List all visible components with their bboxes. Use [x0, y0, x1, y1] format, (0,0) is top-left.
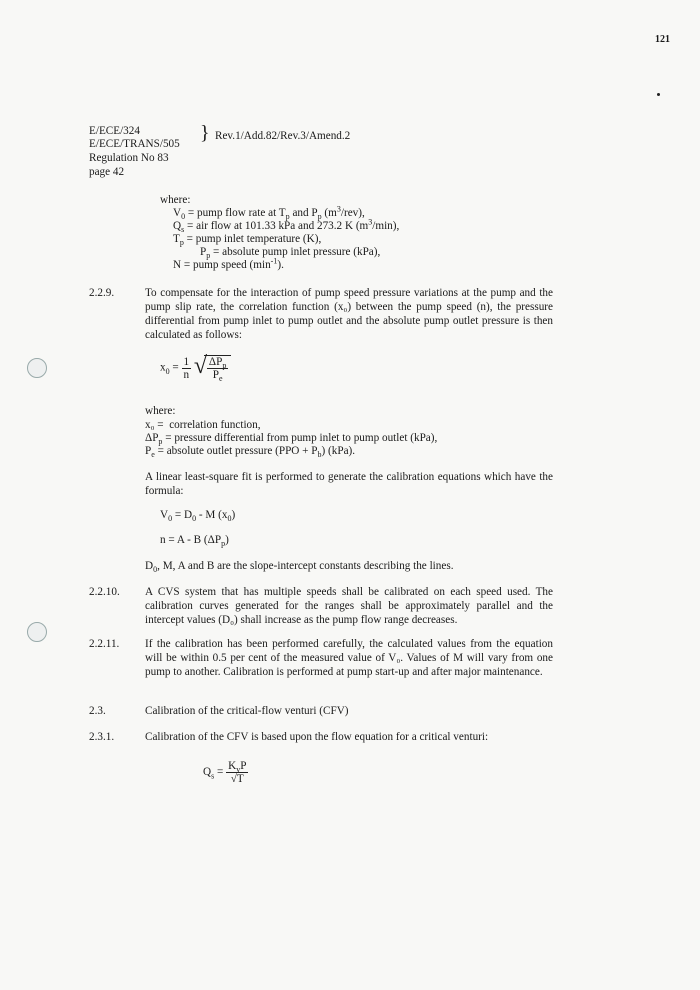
section-number-2-3: 2.3.	[89, 705, 106, 717]
def-n: N = pump speed $(\min^{-1})$.	[173, 256, 284, 271]
section-number-2-2-11: 2.2.11.	[89, 638, 120, 650]
def-delta-pp: $\Delta P_p$ = pressure differential from pump inlet to pump outlet (kPa),	[145, 432, 438, 447]
header-symbol-2: E/ECE/TRANS/505	[89, 138, 180, 150]
fit-paragraph: A linear least-square fit is performed to generate the calibration equations which have the formula:	[145, 471, 553, 497]
where-heading: where:	[160, 194, 191, 206]
def-qs: $Q_s$ = air flow at 101.33 kPa and 273.2 K $(m^3/\min)$,	[173, 217, 400, 235]
formula-cfv: $Q_s$ = $\frac{K_vP}{√T}$	[203, 760, 247, 785]
section-text-2-2-10: A CVS system that has multiple speeds shall be calibrated on each speed used. The calibration curves generated for the ranges shall be approximately parallel and the intercept values (D₀) shall increase as the pump flow range decreases.	[145, 586, 553, 626]
section-text-2-2-9: To compensate for the interaction of pump speed pressure variations at the pump and the pump slip rate, the correlation function (x₀) between the pump speed (n), the pressure differential from pump inlet to pump outlet and the absolute pump outlet pressure is then calculated as follows:	[145, 287, 553, 341]
punch-hole-bottom	[27, 622, 47, 642]
header-brace: }	[200, 122, 210, 144]
formula-correlation: $x_0$ = $\frac{1}{n}$ √ $\frac{\Delta P_p}{P_e}$	[160, 355, 231, 381]
section-text-2-2-11: If the calibration has been performed carefully, the calculated values from the equation will be within 0.5 per cent of the measured value of V₀. Values of M will vary from one pump to another. Calibration is performed at pump start-up and after major maintenance.	[145, 638, 553, 678]
def-tp: $T_p$ = pump inlet temperature (K),	[173, 233, 322, 248]
header-page: page 42	[89, 166, 125, 178]
page-number: 121	[655, 34, 670, 45]
def-pe: $P_e$ = absolute outlet pressure $(PPO + P_b)$ (kPa).	[145, 445, 356, 460]
where-heading-2: where:	[145, 405, 176, 417]
def-v0: $V_0$ = pump flow rate at $T_p$ and $P_p$ $(m^3/rev)$,	[173, 204, 365, 222]
equation-n: n = A - B $(\Delta P_p)$	[160, 534, 229, 549]
section-number-2-3-1: 2.3.1.	[89, 731, 115, 743]
section-heading-2-3: Calibration of the critical-flow venturi (CFV)	[145, 705, 349, 717]
header-symbol-1: E/ECE/324	[89, 125, 140, 137]
scan-dot	[657, 93, 660, 96]
section-number-2-2-9: 2.2.9.	[89, 287, 115, 299]
header-regulation: Regulation No 83	[89, 152, 169, 164]
punch-hole-top	[27, 358, 47, 378]
equation-v0: $V_0 = D_0 - M$ $(x_0)$	[160, 509, 236, 524]
section-text-2-3-1: Calibration of the CFV is based upon the flow equation for a critical venturi:	[145, 731, 489, 743]
def-pp: $P_p$ = absolute pump inlet pressure (kPa),	[200, 246, 381, 261]
section-number-2-2-10: 2.2.10.	[89, 586, 120, 598]
header-revision: Rev.1/Add.82/Rev.3/Amend.2	[215, 130, 351, 142]
constants-description: $D_0$, M, A and B are the slope-intercept constants describing the lines.	[145, 560, 454, 575]
def-x0: x₀ = correlation function,	[145, 419, 261, 431]
